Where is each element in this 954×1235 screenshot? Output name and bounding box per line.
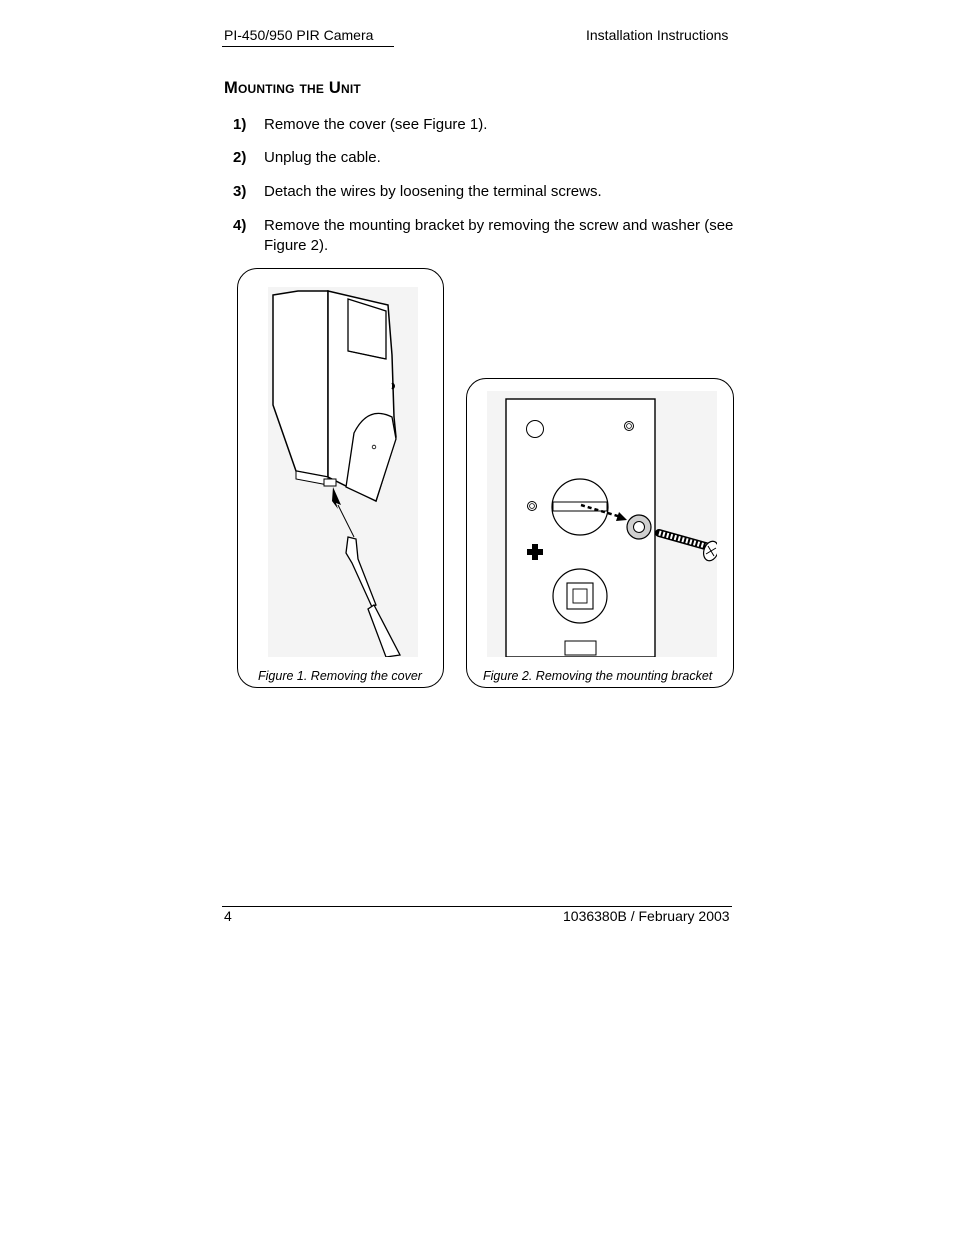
header-product-name: PI-450/950 PIR Camera [224,27,374,43]
step-text: Remove the mounting bracket by removing the screw and washer (see Figure 2). [264,217,734,254]
figure-1-caption: Figure 1. Removing the cover [258,669,422,683]
step-number: 4) [233,217,247,234]
footer-doc-id-date: 1036380B / February 2003 [563,908,730,924]
page-number: 4 [224,908,232,924]
figure-1-box [237,268,444,688]
camera-cover-removal-illustration [268,287,418,657]
step-text: Unplug the cable. [264,149,381,166]
step-text: Remove the cover (see Figure 1). [264,116,488,133]
header-rule [222,46,394,47]
section-title: Mounting the Unit [224,79,361,97]
step-number: 1) [233,116,247,133]
step-number: 2) [233,149,247,166]
footer-rule [222,906,732,907]
header-document-type: Installation Instructions [586,27,729,43]
step-number: 3) [233,183,247,200]
step-text: Detach the wires by loosening the terminal screws. [264,183,602,200]
mounting-bracket-illustration [487,391,717,657]
figure-2-box [466,378,734,688]
figure-2-caption: Figure 2. Removing the mounting bracket [483,669,713,683]
